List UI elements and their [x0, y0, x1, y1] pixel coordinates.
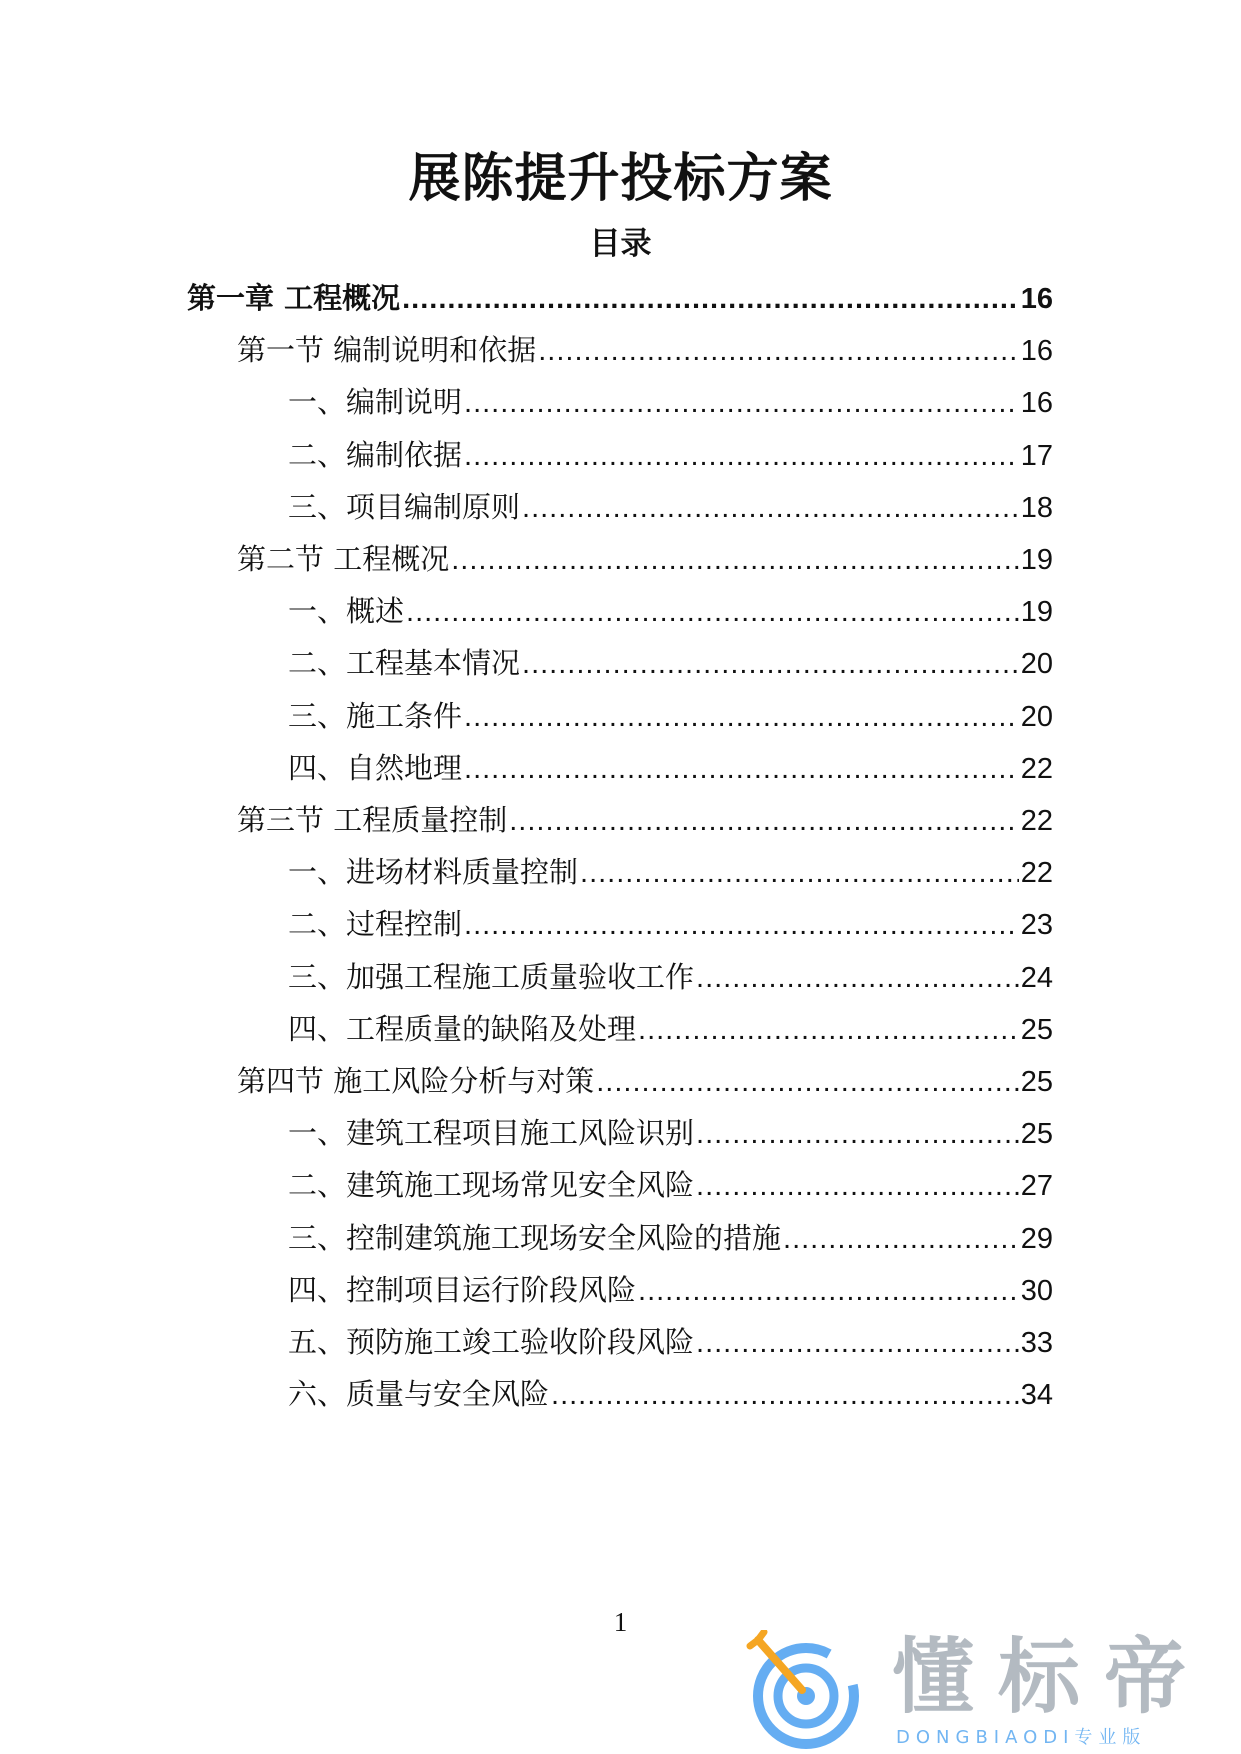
toc-entry[interactable]: [288, 1009, 1053, 1049]
toc-entry[interactable]: [288, 1113, 1053, 1153]
dot-leader: [464, 697, 1019, 737]
toc-entry-page: 16: [1020, 387, 1053, 420]
toc-entry-page: 22: [1020, 805, 1053, 837]
toc-entry-title: 第二节 工程概况: [237, 542, 450, 576]
toc-entry[interactable]: [237, 800, 1053, 840]
toc-entry-page: 24: [1020, 961, 1053, 994]
toc-entry-title: 第四节 施工风险分析与对策: [237, 1064, 595, 1098]
toc-entry-page: 22: [1020, 752, 1053, 785]
toc-entry-title: 三、加强工程施工质量验收工作: [288, 959, 695, 994]
dot-leader: [464, 436, 1019, 476]
dot-leader: [783, 1219, 1019, 1259]
toc-entry[interactable]: [237, 330, 1053, 370]
toc-entry-title: 四、工程质量的缺陷及处理: [288, 1011, 637, 1046]
toc-entry-title: 六、质量与安全风险: [288, 1377, 550, 1412]
dot-leader: [638, 1271, 1019, 1311]
watermark: [744, 1630, 1241, 1754]
toc-entry-title: 四、自然地理: [288, 750, 463, 785]
watermark-subtitle: DONGBIAODI专业版: [896, 1727, 1147, 1748]
toc-entry-title: 一、建筑工程项目施工风险识别: [288, 1116, 695, 1151]
toc-entry[interactable]: [288, 382, 1053, 422]
dot-leader: [522, 488, 1019, 528]
watermark-brand: 懂标帝: [892, 1630, 1211, 1725]
dot-leader: [551, 1375, 1019, 1415]
toc-entry-title: 一、编制说明: [288, 385, 463, 420]
dot-leader: [538, 331, 1019, 371]
dot-leader: [464, 905, 1019, 945]
toc-entry[interactable]: [288, 904, 1053, 944]
toc-entry-page: 34: [1020, 1379, 1053, 1412]
toc-entry-title: 三、项目编制原则: [288, 489, 521, 524]
toc-entry-title: 四、控制项目运行阶段风险: [288, 1272, 637, 1307]
toc-entry-title: 第一章 工程概况: [187, 281, 401, 315]
toc-entry-title: 第一节 编制说明和依据: [237, 333, 537, 368]
dot-leader: [406, 592, 1019, 632]
toc-entry-page: 27: [1020, 1170, 1053, 1203]
toc-entry[interactable]: [288, 1165, 1053, 1205]
toc-entry[interactable]: [237, 1061, 1053, 1101]
toc-entry-page: 19: [1020, 544, 1053, 576]
toc-entry-page: 22: [1020, 857, 1053, 890]
toc-entry-page: 25: [1020, 1013, 1053, 1046]
page-number: 1: [613, 1607, 628, 1637]
toc-entry[interactable]: [237, 539, 1053, 579]
dot-leader: [696, 958, 1019, 998]
toc-entry-page: 20: [1020, 700, 1053, 733]
dot-leader: [522, 644, 1019, 684]
toc-entry-page: 19: [1020, 596, 1053, 629]
toc-entry[interactable]: [288, 643, 1053, 683]
toc-entry[interactable]: [288, 696, 1053, 736]
toc-entry-page: 20: [1020, 648, 1053, 681]
toc-entry[interactable]: [288, 1218, 1053, 1258]
toc-entry[interactable]: [288, 435, 1053, 475]
toc-entry-page: 33: [1020, 1327, 1053, 1359]
toc-entry-title: 三、施工条件: [288, 698, 463, 733]
dot-leader: [696, 1166, 1019, 1206]
toc-entry[interactable]: [288, 748, 1053, 788]
toc-entry-page: 18: [1020, 491, 1053, 524]
dot-leader: [596, 1062, 1019, 1102]
toc-entry-title: 二、建筑施工现场常见安全风险: [288, 1168, 695, 1203]
toc-entry-title: 二、工程基本情况: [288, 646, 521, 681]
toc-entry-page: 16: [1020, 335, 1053, 368]
document-title: 展陈提升投标方案: [408, 149, 833, 209]
dot-leader: [696, 1114, 1019, 1154]
dot-leader: [464, 749, 1019, 789]
toc-entry-page: 25: [1020, 1118, 1053, 1151]
toc-entry-title: 一、概述: [288, 594, 405, 629]
toc-entry-page: 16: [1020, 283, 1053, 315]
target-arrow-icon: [744, 1630, 864, 1750]
dot-leader: [580, 853, 1019, 893]
toc-entry-title: 三、控制建筑施工现场安全风险的措施: [288, 1220, 782, 1255]
toc-entry-page: 29: [1020, 1222, 1053, 1255]
dot-leader: [402, 279, 1019, 319]
dot-leader: [638, 1010, 1019, 1050]
toc-entry-page: 25: [1020, 1066, 1053, 1098]
toc-entry[interactable]: [288, 852, 1053, 892]
toc-entry-title: 五、预防施工竣工验收阶段风险: [288, 1325, 695, 1359]
toc-entry-page: 23: [1020, 909, 1053, 942]
toc-entry[interactable]: [288, 487, 1053, 527]
toc-heading: 目录: [589, 226, 652, 262]
dot-leader: [464, 383, 1019, 423]
toc-entry[interactable]: [288, 1270, 1053, 1310]
toc-entry-page: 30: [1020, 1274, 1053, 1307]
toc-entry-title: 二、过程控制: [288, 907, 463, 942]
toc-entry[interactable]: [288, 1374, 1053, 1414]
toc-entry-page: 17: [1020, 439, 1053, 472]
dot-leader: [696, 1323, 1019, 1363]
dot-leader: [509, 801, 1019, 841]
toc-entry[interactable]: [288, 591, 1053, 631]
toc-entry-title: 一、进场材料质量控制: [288, 855, 579, 890]
toc-entry[interactable]: [288, 957, 1053, 997]
toc-entry[interactable]: [288, 1322, 1053, 1362]
dot-leader: [451, 540, 1019, 580]
toc-entry[interactable]: [187, 278, 1053, 318]
toc-entry-title: 二、编制依据: [288, 437, 463, 472]
toc-entry-title: 第三节 工程质量控制: [237, 803, 508, 837]
